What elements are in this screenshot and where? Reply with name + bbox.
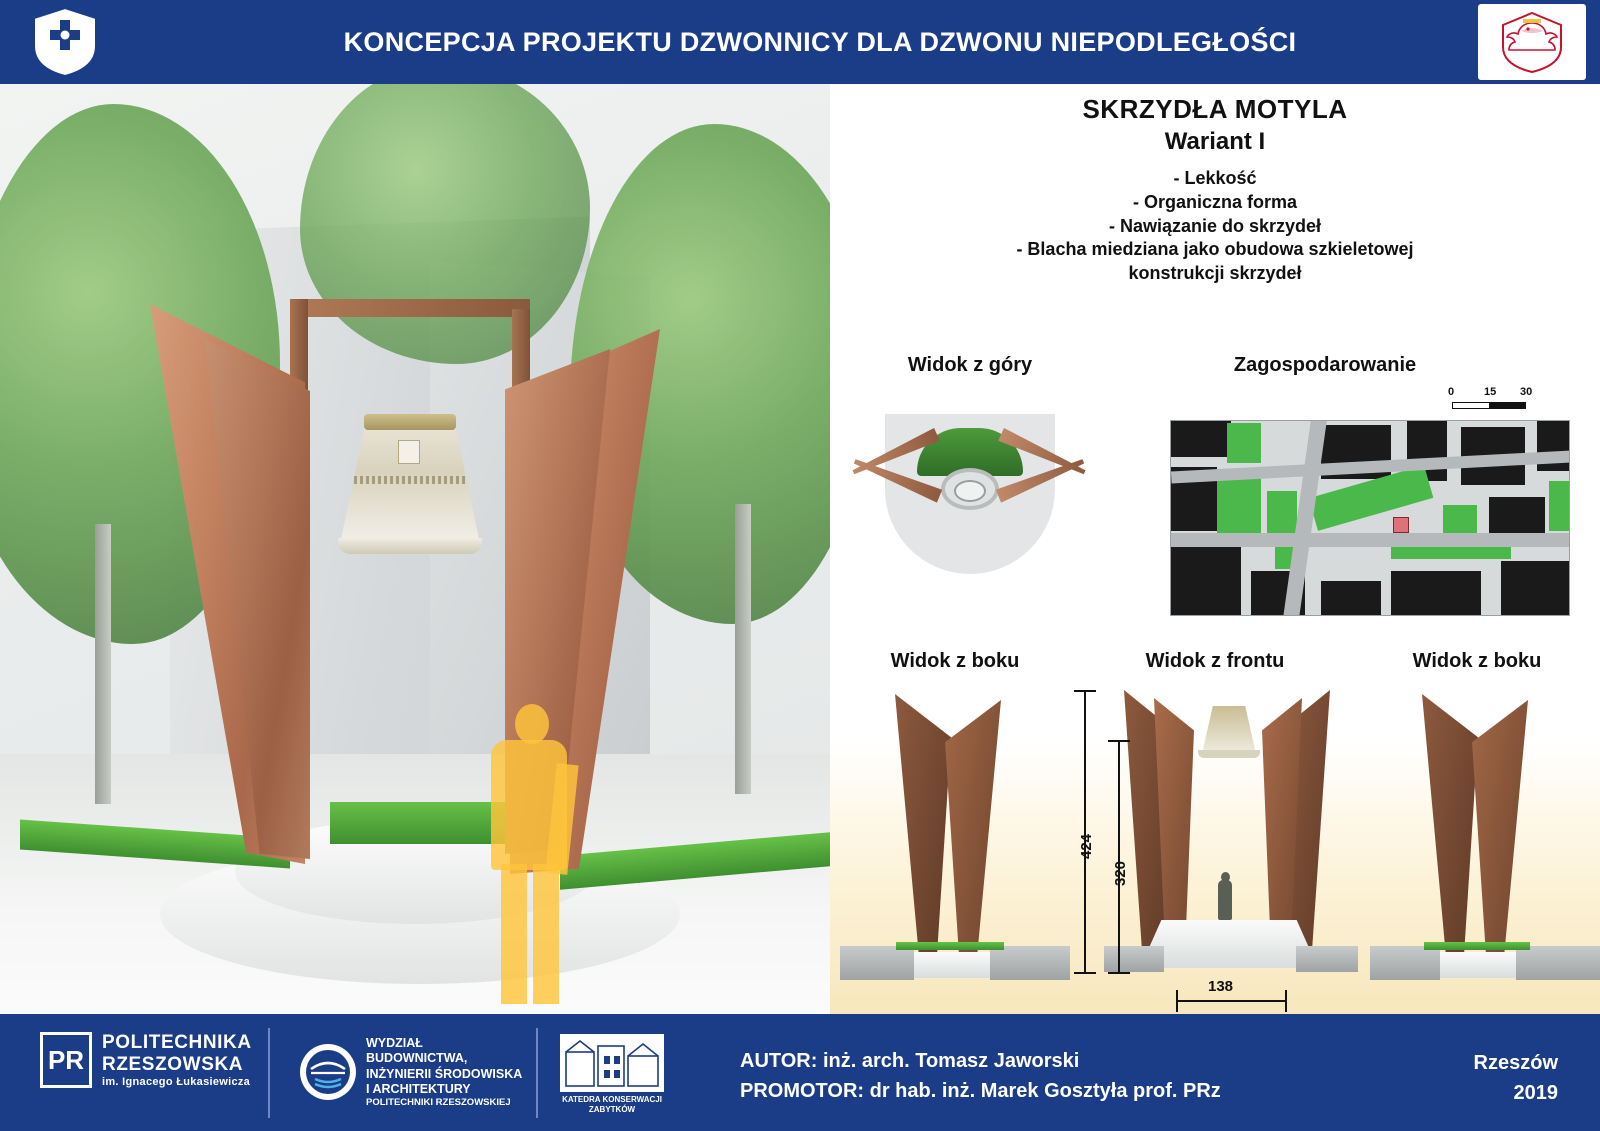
human-scale-figure <box>455 704 595 1004</box>
label-front-view: Widok z frontu <box>1145 650 1285 672</box>
label-site-plan: Zagospodarowanie <box>1233 354 1417 376</box>
dim-text-320: 320 <box>1112 860 1129 886</box>
side-left-ground <box>840 946 914 980</box>
top-view-drawing <box>855 394 1085 594</box>
dim-line-vertical-424 <box>1084 690 1086 972</box>
poster-header <box>0 0 1600 84</box>
scale-tick-0: 0 <box>1448 386 1455 398</box>
side-left-wing-a <box>895 694 951 964</box>
side-left-ground-2 <box>990 946 1070 980</box>
bell-crown <box>364 414 456 430</box>
map-block <box>1171 421 1231 457</box>
logo-wbia <box>300 1036 522 1109</box>
tree-mid-foliage <box>300 84 590 364</box>
map-green <box>1217 477 1261 533</box>
side-right-wing-b <box>1472 700 1528 964</box>
logo-politechnika-rzeszowska <box>40 1032 252 1088</box>
side-right-wing-a <box>1422 694 1478 964</box>
footer-year: 2019 <box>1513 1082 1558 1104</box>
map-block <box>1501 561 1570 616</box>
concept-title-block <box>830 94 1600 286</box>
front-human-head <box>1221 872 1230 882</box>
kkz-line-1: KATEDRA KONSERWACJI <box>562 1095 662 1104</box>
label-side-view-left: Widok z boku <box>890 650 1020 672</box>
map-block <box>1171 541 1241 616</box>
front-bell <box>1202 706 1256 754</box>
kkz-building-icon <box>560 1034 664 1092</box>
map-green <box>1549 481 1570 531</box>
bell-eagle-emblem-icon <box>398 440 420 464</box>
kkz-caption <box>560 1095 664 1114</box>
page-title: KONCEPCJA PROJEKTU DZWONNICY DLA DZWONU NIEPODLEGŁOŚCI <box>343 26 1297 57</box>
footer-divider-2 <box>536 1028 538 1118</box>
concept-bullets <box>830 167 1600 286</box>
bell-lip <box>338 538 482 554</box>
dim-text-424: 424 <box>1078 833 1095 859</box>
dim-text-138: 138 <box>1208 978 1234 995</box>
map-block <box>1321 581 1381 616</box>
concept-bullet-4: konstrukcji skrzydeł <box>1128 263 1302 283</box>
wbia-line-2: BUDOWNICTWA, <box>366 1051 468 1066</box>
map-green <box>1391 545 1511 559</box>
figure-head <box>515 704 549 744</box>
figure-legs <box>501 864 527 1004</box>
footer-place <box>1474 1048 1558 1108</box>
concept-bullet-0: - Lekkość <box>1173 168 1257 188</box>
logo-katedra-konserwacji-zabytkow <box>560 1034 664 1114</box>
side-right-grass <box>1424 942 1530 950</box>
map-block <box>1489 497 1545 533</box>
dim-tick-138-left <box>1176 990 1178 1012</box>
tree-right-trunk <box>735 504 751 794</box>
dim-tick-424-top <box>1074 690 1096 692</box>
map-green <box>1227 423 1261 463</box>
scale-tick-2: 30 <box>1520 386 1533 398</box>
front-ground-right <box>1296 946 1358 972</box>
side-elevation-left <box>840 684 1070 994</box>
bell-inscription <box>354 476 466 484</box>
figure-legs-2 <box>533 864 559 1004</box>
wbia-line-1: WYDZIAŁ <box>366 1036 423 1050</box>
concept-title: SKRZYDŁA MOTYLA <box>1082 94 1348 124</box>
dim-tick-138-right <box>1285 990 1287 1012</box>
bell <box>340 414 480 554</box>
monument-frame <box>290 299 530 317</box>
side-right-ground <box>1370 946 1440 980</box>
top-view-bell-inner <box>954 480 986 502</box>
side-right-ground-2 <box>1516 946 1600 980</box>
pr-monogram-icon <box>40 1032 92 1088</box>
wbia-line-4: I ARCHITEKTURY <box>366 1081 471 1096</box>
footer-divider-1 <box>268 1028 270 1118</box>
front-human-figure <box>1218 880 1232 920</box>
concept-bullet-1: - Organiczna forma <box>1132 191 1298 212</box>
pr-line-1: POLITECHNIKA <box>102 1032 252 1053</box>
front-ground-left <box>1104 946 1164 972</box>
main-visualization <box>0 84 830 1014</box>
label-side-view-right: Widok z boku <box>1412 650 1542 672</box>
scale-bar <box>1446 386 1566 416</box>
concept-variant: Wariant I <box>1164 128 1266 155</box>
footer-promoter: PROMOTOR: dr hab. inż. Marek Gosztyła prof. PRz <box>740 1080 1221 1102</box>
front-base <box>1140 920 1318 968</box>
pr-line-2: RZESZOWSKA <box>102 1054 244 1075</box>
concept-bullet-2: - Nawiązanie do skrzydeł <box>1108 215 1322 236</box>
map-site-marker-icon <box>1393 517 1409 533</box>
wbia-emblem-icon <box>300 1044 356 1100</box>
elevations-area <box>830 644 1600 1014</box>
poster-footer <box>0 1014 1600 1131</box>
front-elevation <box>1110 684 1350 994</box>
front-bell-lip <box>1198 750 1260 758</box>
pr-line-3: im. Ignacego Łukasiewicza <box>102 1076 251 1088</box>
side-left-wing-b <box>945 700 1001 964</box>
map-road <box>1171 533 1570 547</box>
dim-line-horizontal-138 <box>1176 1000 1286 1002</box>
concept-bullet-3: - Blacha miedziana jako obudowa szkieletowej <box>1016 239 1414 260</box>
map-block <box>1391 571 1481 616</box>
side-left-grass <box>896 942 1004 950</box>
label-top-view: Widok z góry <box>907 354 1033 376</box>
footer-authors <box>740 1046 1221 1106</box>
pr-monogram-text: PR <box>47 1045 85 1075</box>
scale-bar-graphic <box>1452 402 1526 409</box>
footer-city: Rzeszów <box>1473 1052 1558 1074</box>
dim-tick-424-bottom <box>1074 972 1096 974</box>
kkz-line-2: ZABYTKÓW <box>588 1104 636 1114</box>
footer-author: AUTOR: inż. arch. Tomasz Jaworski <box>740 1050 1080 1072</box>
site-plan-map <box>1170 420 1570 616</box>
tree-left-trunk <box>95 524 111 804</box>
polish-eagle-icon <box>1478 4 1586 80</box>
dim-tick-320-bottom <box>1108 972 1130 974</box>
wbia-line-3: INŻYNIERII ŚRODOWISKA <box>366 1066 523 1081</box>
pr-logo-text <box>102 1032 252 1088</box>
site-plan <box>1170 386 1570 616</box>
wbia-logo-text <box>366 1036 522 1109</box>
scale-tick-1: 15 <box>1484 386 1497 398</box>
side-elevation-right <box>1370 684 1600 994</box>
rzeszow-coat-of-arms-icon <box>30 6 100 78</box>
wbia-line-5: POLITECHNIKI RZESZOWSKIEJ <box>366 1097 511 1108</box>
dim-tick-320-top <box>1108 740 1130 742</box>
dim-line-vertical-320 <box>1118 740 1120 972</box>
right-panel <box>830 84 1600 1014</box>
